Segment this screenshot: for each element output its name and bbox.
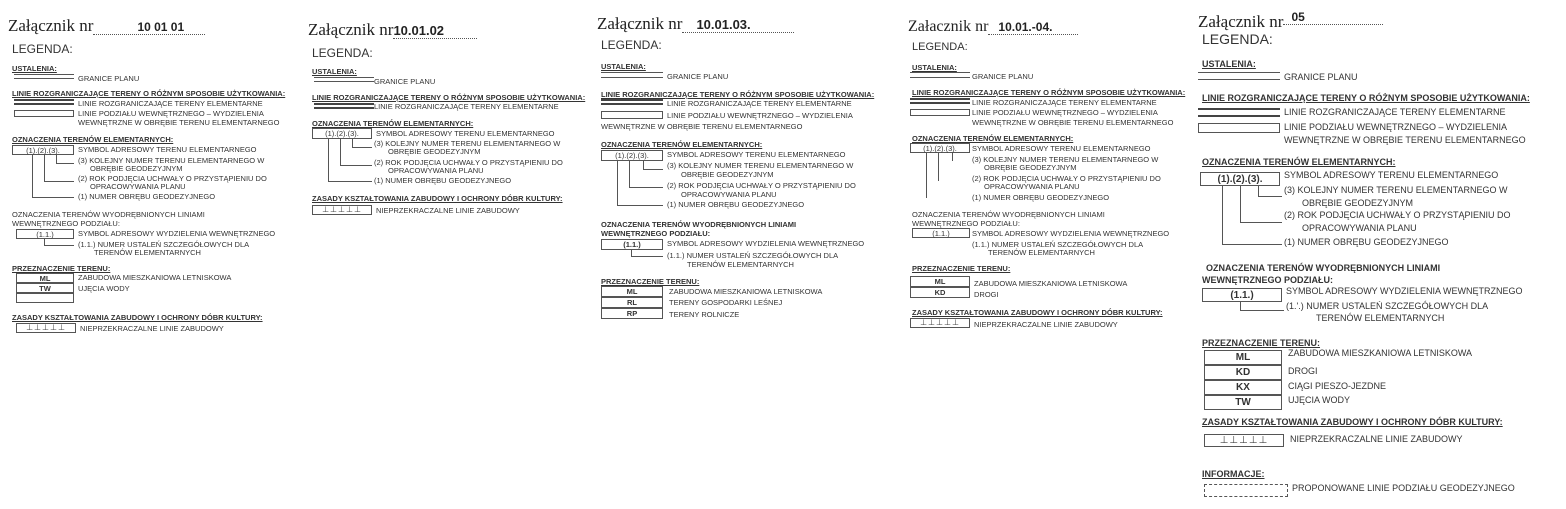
annex-title <box>8 16 205 36</box>
land-use-code: ML <box>1204 350 1282 365</box>
wydz-header-line-2: WEWNĘTRZNEGO PODZIAŁU: <box>12 219 120 228</box>
symbol-item: OBRĘBIE GEODEZYJNYM <box>1302 198 1414 208</box>
symbol-item: (2) ROK PODJĘCIA UCHWAŁY O PRZYSTĄPIENIU DO <box>374 158 563 167</box>
legend-panel-2 <box>308 0 588 509</box>
wydz-code: (1.1.) <box>1202 288 1282 302</box>
symbol-item: (3) KOLEJNY NUMER TERENU ELEMENTARNEGO W <box>78 156 265 165</box>
wydz-connector <box>44 245 74 246</box>
symbol-label: SYMBOL ADRESOWY TERENU ELEMENTARNEGO <box>78 145 257 154</box>
wydz-code: (1.1.) <box>16 229 74 239</box>
symbol-item: (1) NUMER OBRĘBU GEODEZYJNEGO <box>972 193 1110 202</box>
legend-panel-5 <box>1198 0 1558 509</box>
linie-item-1: LINIE ROZGRANICZAJĄCE TERENY ELEMENTARNE <box>1284 107 1506 117</box>
symbol-connector <box>1222 244 1282 245</box>
symbol-connector <box>328 181 372 182</box>
symbol-connector <box>340 165 372 166</box>
land-use-label: TERENY ROLNICZE <box>669 310 740 319</box>
symbol-item: (3) KOLEJNY NUMER TERENU ELEMENTARNEGO W <box>667 161 854 170</box>
annex-prefix: Załącznik nr <box>1198 12 1284 31</box>
land-use-code: RL <box>601 297 663 308</box>
zasady-item: NIEPRZEKRACZALNE LINIE ZABUDOWY <box>1290 434 1463 444</box>
granice-label: GRANICE PLANU <box>78 74 140 83</box>
legend-panel-1 <box>8 0 288 509</box>
linie-item-1: LINIE ROZGRANICZAJĄCE TERENY ELEMENTARNE <box>78 99 263 108</box>
zasady-item: NIEPRZEKRACZALNE LINIE ZABUDOWY <box>376 206 520 215</box>
granice-label: GRANICE PLANU <box>972 72 1034 81</box>
wydz-item: (1.1.) NUMER USTALEŃ SZCZEGÓŁOWYCH DLA <box>972 240 1144 249</box>
legend-panel-3 <box>597 0 887 509</box>
symbol-code: (1).(2).(3). <box>1200 172 1280 186</box>
granice-label: GRANICE PLANU <box>1284 72 1358 82</box>
linie-header: LINIE ROZGRANICZAJĄCE TERENY O RÓŻNYM SPOSOBIE UŻYTKOWANIA: <box>601 90 875 99</box>
land-use-label: ZABUDOWA MIESZKANIOWA LETNISKOWA <box>1288 348 1473 358</box>
land-use-label: ZABUDOWA MIESZKANIOWA LETNISKOWA <box>669 287 823 296</box>
linie-header: LINIE ROZGRANICZAJĄCE TERENY O RÓŻNYM SPOSOBIE UŻYTKOWANIA: <box>312 93 586 102</box>
wydz-header-line-2: WEWNĘTRZNEGO PODZIAŁU: <box>912 219 1020 228</box>
annex-prefix: Załącznik nr <box>308 20 394 39</box>
land-use-label: DROGI <box>974 290 999 299</box>
symbol-label: SYMBOL ADRESOWY TERENU ELEMENTARNEGO <box>1284 170 1499 180</box>
symbol-connector <box>56 155 57 163</box>
symbol-label: SYMBOL ADRESOWY TERENU ELEMENTARNEGO <box>376 129 555 138</box>
land-use-code: KD <box>1204 365 1282 380</box>
wydz-item: TERENÓW ELEMENTARNYCH <box>988 248 1095 257</box>
symbol-label: SYMBOL ADRESOWY TERENU ELEMENTARNEGO <box>972 144 1151 153</box>
przeznaczenie-header: PRZEZNACZENIE TERENU: <box>601 277 700 286</box>
symbol-item: (1) NUMER OBRĘBU GEODEZYJNEGO <box>1284 237 1449 247</box>
linie-podzialu-symbol <box>1198 123 1280 133</box>
legend-heading: LEGENDA: <box>312 46 373 60</box>
ustalenia-header: USTALENIA: <box>312 67 357 76</box>
przeznaczenie-header: PRZEZNACZENIE TERENU: <box>1202 338 1321 348</box>
symbol-item: OBRĘBIE GEODEZYJNYM <box>90 164 183 173</box>
symbol-item: (3) KOLEJNY NUMER TERENU ELEMENTARNEGO W <box>972 155 1159 164</box>
oznaczenia-header: OZNACZENIA TERENÓW ELEMENTARNYCH: <box>312 119 474 128</box>
oznaczenia-header: OZNACZENIA TERENÓW ELEMENTARNYCH: <box>601 140 763 149</box>
wydz-code: (1.1.) <box>912 228 970 238</box>
wydz-header-line-2: WEWNĘTRZNEGO PODZIAŁU: <box>1202 275 1333 285</box>
plan-border-symbol <box>1198 72 1280 80</box>
plan-border-symbol <box>14 74 74 79</box>
symbol-item: (1) NUMER OBRĘBU GEODEZYJNEGO <box>667 200 805 209</box>
symbol-item: OBRĘBIE GEODEZYJNYM <box>984 163 1077 172</box>
symbol-connector <box>938 153 939 181</box>
wydz-item: TERENÓW ELEMENTARNYCH <box>94 248 201 257</box>
zasady-header: ZASADY KSZTAŁTOWANIA ZABUDOWY I OCHRONY DÓBR KULTURY: <box>312 194 563 203</box>
wydz-item: TERENÓW ELEMENTARNYCH <box>1316 313 1445 323</box>
wydz-header-line-1: OZNACZENIA TERENÓW WYODRĘBNIONYCH LINIAMI <box>912 210 1105 219</box>
wydz-label: SYMBOL ADRESOWY WYDZIELENIA WEWNĘTRZNEGO <box>78 229 276 238</box>
wydz-connector <box>1240 310 1284 311</box>
annex-number: 10.01.-04. <box>988 20 1078 35</box>
wydz-item: (1.'.) NUMER USTALEŃ SZCZEGÓŁOWYCH DLA <box>1286 301 1489 311</box>
annex-title <box>597 14 794 34</box>
symbol-connector <box>352 139 353 147</box>
symbol-item: OPRACOWYWANIA PLANU <box>984 182 1080 191</box>
linie-item-3: WEWNĘTRZNE W OBRĘBIE TERENU ELEMENTARNEGO <box>1284 135 1526 145</box>
linie-podzialu-symbol <box>601 111 663 119</box>
symbol-connector <box>617 205 663 206</box>
annex-prefix: Załącznik nr <box>597 14 683 33</box>
legend-heading: LEGENDA: <box>601 38 662 52</box>
linie-elementarne-symbol <box>314 103 374 109</box>
symbol-connector <box>1240 222 1282 223</box>
linie-item-3: WEWNĘTRZNE W OBRĘBIE TERENU ELEMENTARNEGO <box>601 122 803 131</box>
symbol-connector <box>1240 186 1241 222</box>
granice-label: GRANICE PLANU <box>374 77 436 86</box>
land-use-code: TW <box>16 283 74 293</box>
symbol-code: (1).(2).(3). <box>910 143 970 153</box>
symbol-item: (3) KOLEJNY NUMER TERENU ELEMENTARNEGO W <box>374 139 561 148</box>
symbol-connector <box>643 169 663 170</box>
annex-number: 10.01.03. <box>682 17 794 33</box>
wydz-header-line-1: OZNACZENIA TERENÓW WYODRĘBNIONYCH LINIAMI <box>1206 263 1441 273</box>
symbol-code: (1).(2).(3). <box>312 128 372 139</box>
land-use-code: ML <box>16 273 74 283</box>
annex-number: 10 01 01 <box>93 20 205 35</box>
wydz-label: SYMBOL ADRESOWY WYDZIELENIA WEWNĘTRZNEGO <box>972 229 1170 238</box>
annex-title <box>308 20 477 40</box>
land-use-label: ZABUDOWA MIESZKANIOWA LETNISKOWA <box>78 273 232 282</box>
oznaczenia-header: OZNACZENIA TERENÓW ELEMENTARNYCH: <box>12 135 174 144</box>
zasady-item: NIEPRZEKRACZALNE LINIE ZABUDOWY <box>974 320 1118 329</box>
informacje-item: PROPONOWANE LINIE PODZIAŁU GEODEZYJNEGO <box>1292 483 1515 493</box>
symbol-connector <box>32 155 33 197</box>
symbol-item: (1) NUMER OBRĘBU GEODEZYJNEGO <box>374 176 512 185</box>
symbol-item: OPRACOWYWANIA PLANU <box>388 166 484 175</box>
linie-elementarne-symbol <box>910 98 970 104</box>
symbol-connector <box>1222 186 1223 244</box>
wydz-header-line-2: WEWNĘTRZNEGO PODZIAŁU: <box>601 229 711 238</box>
symbol-item: OBRĘBIE GEODEZYJNYM <box>681 170 774 179</box>
symbol-connector <box>617 161 618 205</box>
land-use-code: ML <box>910 276 970 287</box>
symbol-connector <box>32 197 74 198</box>
symbol-connector <box>643 161 644 169</box>
linie-item-2: LINIE PODZIAŁU WEWNĘTRZNEGO – WYDZIELENIA <box>972 108 1158 117</box>
symbol-connector <box>629 161 630 187</box>
wydz-connector <box>1240 302 1241 310</box>
symbol-connector <box>56 163 74 164</box>
land-use-label: CIĄGI PIESZO-JEZDNE <box>1288 381 1387 391</box>
linie-item-1: LINIE ROZGRANICZAJĄCE TERENY ELEMENTARNE <box>667 99 852 108</box>
annex-number: 05 <box>1283 10 1383 25</box>
symbol-item: OPRACOWYWANIA PLANU <box>681 190 777 199</box>
linie-item-1: LINIE ROZGRANICZAJĄCE TERENY ELEMENTARNE <box>374 102 559 111</box>
granice-label: GRANICE PLANU <box>667 72 729 81</box>
land-use-code: RP <box>601 308 663 319</box>
plan-border-symbol <box>314 77 374 82</box>
land-use-label: ZABUDOWA MIESZKANIOWA LETNISKOWA <box>974 279 1128 288</box>
annex-title <box>908 18 1078 36</box>
symbol-item: (3) KOLEJNY NUMER TERENU ELEMENTARNEGO W <box>1284 185 1508 195</box>
proposed-division-symbol <box>1204 484 1288 497</box>
linie-header: LINIE ROZGRANICZAJĄCE TERENY O RÓŻNYM SPOSOBIE UŻYTKOWANIA: <box>912 88 1186 97</box>
linie-item-2: LINIE PODZIAŁU WEWNĘTRZNEGO – WYDZIELENIA <box>667 111 853 120</box>
legend-heading: LEGENDA: <box>1202 31 1273 47</box>
symbol-item: OPRACOWYWANIA PLANU <box>90 182 186 191</box>
ustalenia-header: USTALENIA: <box>601 62 646 71</box>
zasady-item: NIEPRZEKRACZALNE LINIE ZABUDOWY <box>80 324 224 333</box>
ustalenia-header: USTALENIA: <box>1202 59 1256 69</box>
linie-elementarne-symbol <box>14 99 74 105</box>
wydz-code: (1.1.) <box>601 239 663 250</box>
zasady-header: ZASADY KSZTAŁTOWANIA ZABUDOWY I OCHRONY DÓBR KULTURY: <box>912 308 1163 317</box>
informacje-header: INFORMACJE: <box>1202 469 1265 479</box>
linie-elementarne-symbol <box>1198 108 1280 117</box>
land-use-label: DROGI <box>1288 366 1318 376</box>
land-use-empty-row <box>16 293 74 303</box>
land-use-code: KD <box>910 287 970 298</box>
przeznaczenie-header: PRZEZNACZENIE TERENU: <box>912 264 1011 273</box>
symbol-item: (2) ROK PODJĘCIA UCHWAŁY O PRZYSTĄPIENIU DO <box>667 181 856 190</box>
wydz-label: SYMBOL ADRESOWY WYDZIELENIA WEWNĘTRZNEGO <box>1286 286 1523 296</box>
wydz-label: SYMBOL ADRESOWY WYDZIELENIA WEWNĘTRZNEGO <box>667 239 865 248</box>
symbol-connector <box>1258 186 1259 196</box>
annex-number: 10.01.02 <box>393 23 477 39</box>
building-line-symbol: ⊥⊥⊥⊥⊥ <box>1204 434 1284 447</box>
symbol-item: OPRACOWYWANIA PLANU <box>1302 223 1417 233</box>
oznaczenia-header: OZNACZENIA TERENÓW ELEMENTARNYCH: <box>912 134 1074 143</box>
symbol-connector <box>44 181 74 182</box>
wydz-item: (1.1.) NUMER USTALEŃ SZCZEGÓŁOWYCH DLA <box>78 240 250 249</box>
zasady-header: ZASADY KSZTAŁTOWANIA ZABUDOWY I OCHRONY DÓBR KULTURY: <box>12 313 263 322</box>
plan-border-symbol <box>910 72 970 78</box>
ustalenia-header: USTALENIA: <box>912 63 957 72</box>
annex-prefix: Załacznik nr <box>908 18 989 35</box>
symbol-item: OBRĘBIE GEODEZYJNYM <box>388 147 481 156</box>
linie-header: LINIE ROZGRANICZAJĄCE TERENY O RÓŻNYM SPOSOBIE UŻYTKOWANIA: <box>12 89 286 98</box>
linie-item-3: WEWNĘTRZNE W OBRĘBIE TERENU ELEMENTARNEGO <box>972 118 1174 127</box>
annex-title <box>1198 10 1383 32</box>
legend-heading: LEGENDA: <box>12 42 73 56</box>
symbol-connector <box>1258 196 1282 197</box>
linie-podzialu-symbol <box>910 109 970 116</box>
building-line-symbol: ⊥⊥⊥⊥⊥ <box>312 205 372 215</box>
symbol-item: (2) ROK PODJĘCIA UCHWAŁY O PRZYSTĄPIENIU DO <box>1284 210 1511 220</box>
wydz-header-line-1: OZNACZENIA TERENÓW WYODRĘBNIONYCH LINIAMI <box>601 220 797 229</box>
wydz-item: (1.1.) NUMER USTALEŃ SZCZEGÓŁOWYCH DLA <box>667 251 839 260</box>
linie-item-3: WEWNĘTRZNE W OBRĘBIE TERENU ELEMENTARNEGO <box>78 118 280 127</box>
symbol-connector <box>328 139 329 181</box>
symbol-connector <box>352 147 372 148</box>
zasady-header: ZASADY KSZTAŁTOWANIA ZABUDOWY I OCHRONY DÓBR KULTURY: <box>1202 417 1503 427</box>
wydz-header-line-1: OZNACZENIA TERENÓW WYODRĘBNIONYCH LINIAMI <box>12 210 205 219</box>
land-use-code: ML <box>601 286 663 297</box>
land-use-code: KX <box>1204 380 1282 395</box>
przeznaczenie-header: PRZEZNACZENIE TERENU: <box>12 264 111 273</box>
symbol-code: (1).(2).(3). <box>12 145 74 155</box>
symbol-item: (1) NUMER OBRĘBU GEODEZYJNEGO <box>78 192 216 201</box>
oznaczenia-header: OZNACZENIA TERENÓW ELEMENTARNYCH: <box>1202 157 1396 167</box>
linie-podzialu-symbol <box>14 110 74 117</box>
building-line-symbol: ⊥⊥⊥⊥⊥ <box>16 323 76 333</box>
symbol-code: (1).(2).(3). <box>601 150 663 161</box>
legend-heading: LEGENDA: <box>912 41 968 53</box>
wydz-item: TERENÓW ELEMENTARNYCH <box>687 260 794 269</box>
symbol-connector <box>926 153 927 198</box>
building-line-symbol: ⊥⊥⊥⊥⊥ <box>910 318 970 328</box>
ustalenia-header: USTALENIA: <box>12 64 57 73</box>
land-use-code: TW <box>1204 395 1282 410</box>
symbol-item: (2) ROK PODJĘCIA UCHWAŁY O PRZYSTĄPIENIU DO <box>78 174 267 183</box>
symbol-label: SYMBOL ADRESOWY TERENU ELEMENTARNEGO <box>667 150 846 159</box>
land-use-label: TERENY GOSPODARKI LEŚNEJ <box>669 298 783 307</box>
wydz-connector <box>631 256 663 257</box>
symbol-connector <box>629 187 663 188</box>
plan-border-symbol <box>601 72 663 78</box>
symbol-item: (2) ROK PODJĘCIA UCHWAŁY O PRZYSTĄPIENIU DO <box>972 174 1161 183</box>
linie-item-2: LINIE PODZIAŁU WEWNĘTRZNEGO – WYDZIELENIA <box>1284 122 1508 132</box>
annex-prefix: Załącznik nr <box>8 16 94 35</box>
symbol-connector <box>952 153 953 161</box>
linie-header: LINIE ROZGRANICZAJĄCE TERENY O RÓŻNYM SPOSOBIE UŻYTKOWANIA: <box>1202 93 1530 103</box>
symbol-connector <box>44 155 45 181</box>
linie-elementarne-symbol <box>601 99 663 105</box>
legend-panel-4 <box>908 0 1188 509</box>
linie-item-1: LINIE ROZGRANICZAJĄCE TERENY ELEMENTARNE <box>972 98 1157 107</box>
land-use-label: UJĘCIA WODY <box>1288 395 1351 405</box>
symbol-connector <box>340 139 341 165</box>
linie-item-2: LINIE PODZIAŁU WEWNĘTRZNEGO – WYDZIELENIA <box>78 109 264 118</box>
land-use-label: UJĘCIA WODY <box>78 284 130 293</box>
